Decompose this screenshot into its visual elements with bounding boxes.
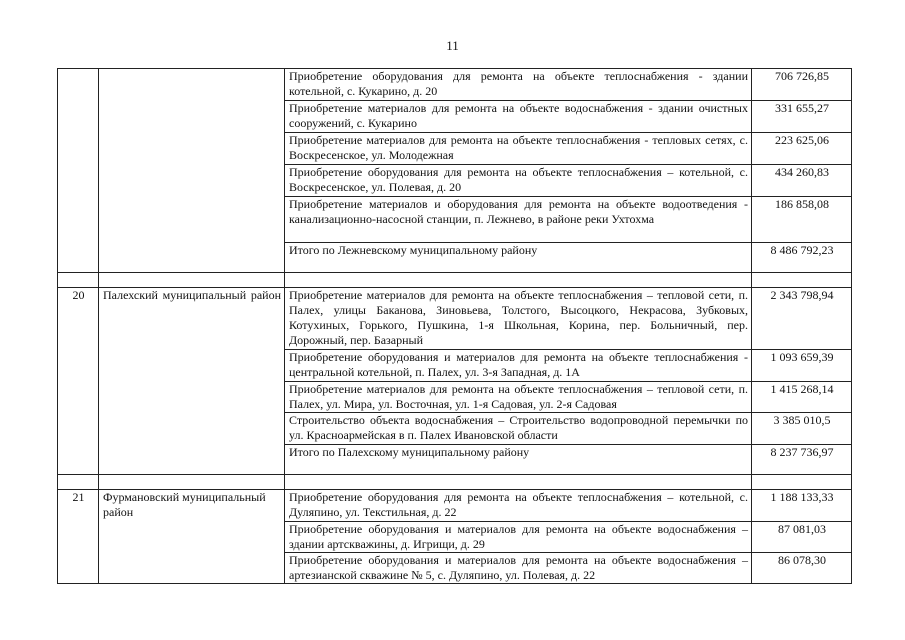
subtotal-amount: 8 237 736,97 bbox=[752, 445, 852, 475]
amount: 1 093 659,39 bbox=[752, 350, 852, 382]
district-name: Палехский муниципальный район bbox=[103, 288, 281, 302]
page-number: 11 bbox=[446, 38, 459, 53]
row-number-cell: 21 bbox=[58, 490, 99, 584]
work-description: Строительство объекта водоснабжения – Строительство водопроводной перемычки по ул. Красноармейская в п. Палех Ивановской области bbox=[285, 413, 752, 445]
amount: 434 260,83 bbox=[752, 165, 852, 197]
amount: 331 655,27 bbox=[752, 101, 852, 133]
work-description: Приобретение оборудования и материалов для ремонта на объекте теплоснабжения - центральной котельной, п. Палех, ул. 3-я Западная, д. 1А bbox=[285, 350, 752, 382]
funding-table bbox=[57, 68, 852, 584]
work-description: Приобретение оборудования и материалов для ремонта на объекте водоснабжения – артезианской скважине № 5, с. Дуляпино, ул. Полевая, д. 22 bbox=[285, 553, 752, 584]
subtotal-amount: 8 486 792,23 bbox=[752, 243, 852, 273]
work-description: Приобретение оборудования для ремонта на объекте теплоснабжения - здании котельной, с. Кукарино, д. 20 bbox=[285, 69, 752, 101]
work-description: Приобретение оборудования для ремонта на объекте теплоснабжения – котельной, с. Дуляпино, ул. Текстильная, д. 22 bbox=[285, 490, 752, 522]
work-description: Приобретение материалов для ремонта на объекте теплоснабжения - тепловых сетях, с. Воскресенское, ул. Молодежная bbox=[285, 133, 752, 165]
section-spacer bbox=[58, 273, 852, 288]
amount: 1 415 268,14 bbox=[752, 382, 852, 413]
amount: 223 625,06 bbox=[752, 133, 852, 165]
district-name: Фурмановский муниципальный район bbox=[103, 490, 266, 519]
amount: 2 343 798,94 bbox=[752, 288, 852, 350]
section-spacer bbox=[58, 475, 852, 490]
subtotal-label: Итого по Палехскому муниципальному району bbox=[285, 445, 752, 475]
amount: 87 081,03 bbox=[752, 522, 852, 553]
amount: 1 188 133,33 bbox=[752, 490, 852, 522]
subtotal-label: Итого по Лежневскому муниципальному району bbox=[285, 243, 752, 273]
district-cell bbox=[99, 288, 285, 475]
table-row bbox=[58, 288, 852, 350]
district-cell bbox=[99, 490, 285, 584]
work-description: Приобретение оборудования для ремонта на объекте теплоснабжения – котельной, с. Воскресенское, ул. Полевая, д. 20 bbox=[285, 165, 752, 197]
row-number-cell bbox=[58, 69, 99, 273]
row-number-cell: 20 bbox=[58, 288, 99, 475]
work-description: Приобретение материалов для ремонта на объекте теплоснабжения – тепловой сети, п. Палех, улицы Баканова, Зиновьева, Толстого, Высоцкого, Некрасова, Зубковых, Котухиных, Горького, Пушкина, 1-я Школьная, Корина, пер. Больничный, пер. Дорожный, пер. Базарный bbox=[285, 288, 752, 350]
amount: 3 385 010,5 bbox=[752, 413, 852, 445]
table-row bbox=[58, 69, 852, 101]
amount: 186 858,08 bbox=[752, 197, 852, 243]
amount: 86 078,30 bbox=[752, 553, 852, 584]
work-description: Приобретение материалов для ремонта на объекте водоснабжения - здании очистных сооружений, с. Кукарино bbox=[285, 101, 752, 133]
work-description: Приобретение оборудования и материалов для ремонта на объекте водоснабжения – здании артскважины, д. Игрищи, д. 29 bbox=[285, 522, 752, 553]
district-cell bbox=[99, 69, 285, 273]
work-description: Приобретение материалов для ремонта на объекте теплоснабжения – тепловой сети, п. Палех, ул. Мира, ул. Восточная, ул. 1-я Садовая, ул. 2-я Садовая bbox=[285, 382, 752, 413]
work-description: Приобретение материалов и оборудования для ремонта на объекте водоотведения - канализационно-насосной станции, п. Лежнево, в районе реки Ухтохма bbox=[285, 197, 752, 243]
table-row bbox=[58, 490, 852, 522]
amount: 706 726,85 bbox=[752, 69, 852, 101]
